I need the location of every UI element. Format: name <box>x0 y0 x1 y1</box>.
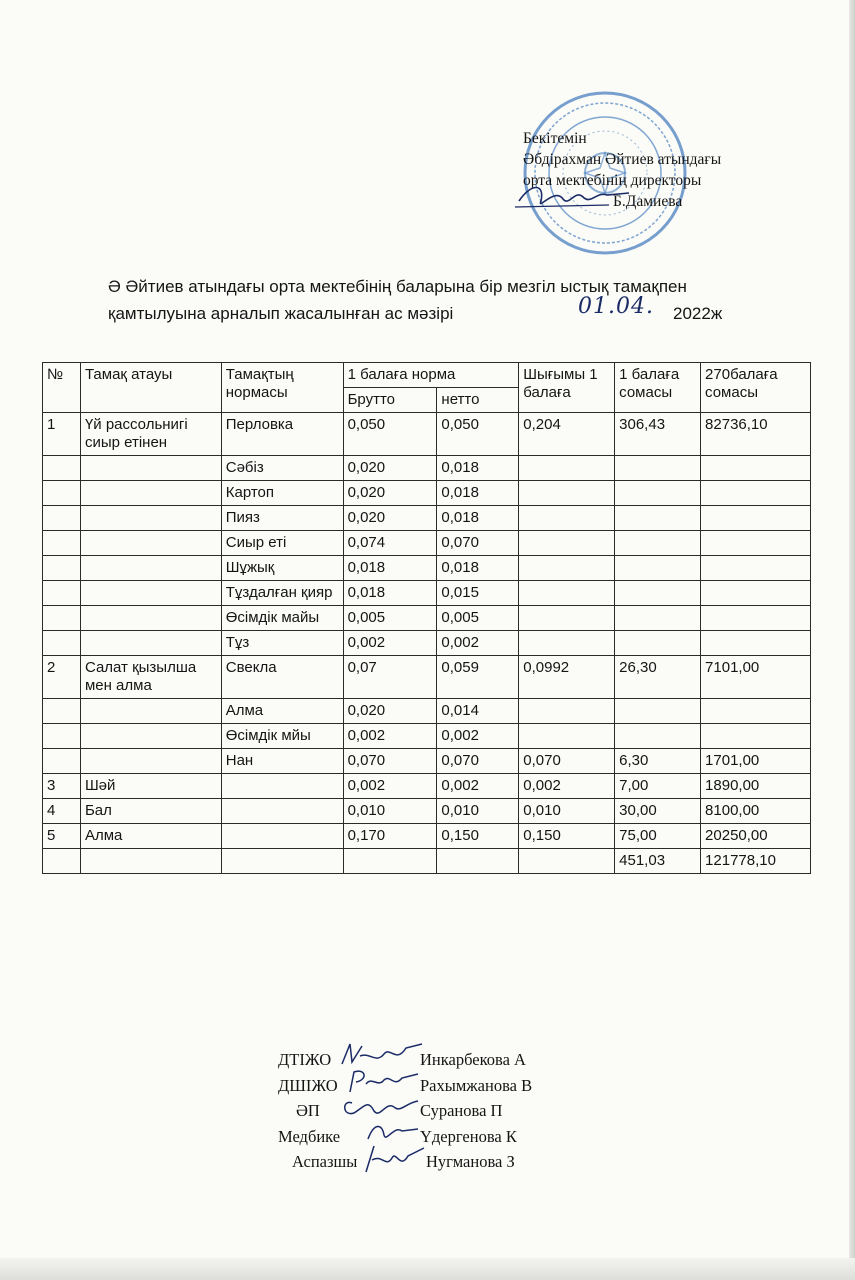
director-name: Б.Дамиева <box>613 193 683 210</box>
row-netto: 0,070 <box>437 749 519 774</box>
row-price <box>615 699 701 724</box>
row-total: 7101,00 <box>701 656 811 699</box>
header-per-child: 1 балаға норма <box>343 363 519 388</box>
row-num <box>43 631 81 656</box>
document-title <box>108 273 788 327</box>
row-brutto: 0,018 <box>343 581 437 606</box>
row-total <box>701 581 811 606</box>
row-netto: 0,010 <box>437 799 519 824</box>
row-price: 26,30 <box>615 656 701 699</box>
row-ingredient: Сәбіз <box>221 456 343 481</box>
row-brutto: 0,005 <box>343 606 437 631</box>
row-price: 30,00 <box>615 799 701 824</box>
row-dish <box>80 481 221 506</box>
table-row <box>43 606 811 631</box>
table-row <box>43 531 811 556</box>
row-dish <box>80 556 221 581</box>
row-brutto: 0,002 <box>343 774 437 799</box>
header-output: Шығымы 1 балаға <box>519 363 615 413</box>
row-total <box>701 531 811 556</box>
row-ingredient: Тұздалған қияр <box>221 581 343 606</box>
title-line-2 <box>108 294 788 327</box>
row-dish <box>80 606 221 631</box>
row-ingredient: Өсімдік майы <box>221 606 343 631</box>
row-ingredient: Өсімдік мйы <box>221 724 343 749</box>
row-output: 0,0992 <box>519 656 615 699</box>
row-output: 0,002 <box>519 774 615 799</box>
row-price: 6,30 <box>615 749 701 774</box>
row-netto: 0,002 <box>437 774 519 799</box>
row-output: 0,150 <box>519 824 615 849</box>
title-year: 2022ж <box>673 304 723 323</box>
row-price: 306,43 <box>615 413 701 456</box>
row-total <box>701 481 811 506</box>
row-brutto: 0,002 <box>343 724 437 749</box>
row-num: 4 <box>43 799 81 824</box>
row-total <box>701 699 811 724</box>
header-netto: нетто <box>437 388 519 413</box>
row-output <box>519 631 615 656</box>
row-netto: 0,150 <box>437 824 519 849</box>
handwritten-signature <box>360 1140 430 1178</box>
row-brutto: 0,018 <box>343 556 437 581</box>
row-netto: 0,018 <box>437 556 519 581</box>
row-ingredient: Сиыр еті <box>221 531 343 556</box>
row-dish <box>80 699 221 724</box>
approval-heading: Бекітемін <box>523 130 587 147</box>
row-brutto: 0,020 <box>343 456 437 481</box>
signature-name: Нугманова З <box>426 1152 515 1171</box>
row-price <box>615 581 701 606</box>
row-ingredient: Тұз <box>221 631 343 656</box>
row-netto: 0,002 <box>437 631 519 656</box>
row-total <box>701 724 811 749</box>
signature-role: ӘП <box>296 1101 320 1120</box>
header-brutto: Брутто <box>343 388 437 413</box>
table-row <box>43 699 811 724</box>
row-num: 3 <box>43 774 81 799</box>
row-num <box>43 531 81 556</box>
row-num <box>43 456 81 481</box>
row-ingredient: Пияз <box>221 506 343 531</box>
row-netto: 0,050 <box>437 413 519 456</box>
row-output <box>519 699 615 724</box>
director-sign-line <box>523 191 721 212</box>
row-total <box>701 556 811 581</box>
row-netto <box>437 849 519 874</box>
row-output <box>519 506 615 531</box>
row-ingredient <box>221 799 343 824</box>
table-row <box>43 413 811 456</box>
row-price: 75,00 <box>615 824 701 849</box>
row-ingredient: Алма <box>221 699 343 724</box>
table-row <box>43 799 811 824</box>
approval-block <box>523 128 721 212</box>
table-row <box>43 506 811 531</box>
row-price: 451,03 <box>615 849 701 874</box>
row-brutto: 0,050 <box>343 413 437 456</box>
row-price <box>615 506 701 531</box>
row-num <box>43 481 81 506</box>
row-output: 0,010 <box>519 799 615 824</box>
page-edge <box>849 0 855 1280</box>
row-price: 7,00 <box>615 774 701 799</box>
header-dish: Тамақ атауы <box>80 363 221 413</box>
row-brutto: 0,074 <box>343 531 437 556</box>
row-output <box>519 556 615 581</box>
row-output: 0,070 <box>519 749 615 774</box>
row-price <box>615 606 701 631</box>
table-row <box>43 456 811 481</box>
row-num: 5 <box>43 824 81 849</box>
row-brutto: 0,010 <box>343 799 437 824</box>
title-line-1: Ә Әйтиев атындағы орта мектебінің баларына бір мезгіл ыстық тамақпен <box>108 277 687 296</box>
row-ingredient: Шұжық <box>221 556 343 581</box>
row-netto: 0,018 <box>437 456 519 481</box>
row-ingredient <box>221 824 343 849</box>
table-row <box>43 749 811 774</box>
row-total: 121778,10 <box>701 849 811 874</box>
row-dish: Шәй <box>80 774 221 799</box>
row-dish <box>80 749 221 774</box>
approval-position: орта мектебінің директоры <box>523 172 702 189</box>
table-header-row <box>43 363 811 388</box>
row-total <box>701 506 811 531</box>
row-netto: 0,005 <box>437 606 519 631</box>
row-output: 0,204 <box>519 413 615 456</box>
row-price <box>615 531 701 556</box>
row-price <box>615 724 701 749</box>
row-ingredient <box>221 849 343 874</box>
row-brutto: 0,170 <box>343 824 437 849</box>
row-brutto: 0,07 <box>343 656 437 699</box>
row-total <box>701 456 811 481</box>
table-row <box>43 724 811 749</box>
handwritten-date: 01.04. <box>578 294 654 319</box>
row-ingredient: Картоп <box>221 481 343 506</box>
signature-name: Суранова П <box>420 1101 503 1120</box>
row-price <box>615 631 701 656</box>
table-row <box>43 774 811 799</box>
signature-name: Инкарбекова А <box>420 1050 526 1069</box>
row-num <box>43 581 81 606</box>
table-row <box>43 481 811 506</box>
row-total: 1701,00 <box>701 749 811 774</box>
header-total: 270балаға сомасы <box>701 363 811 413</box>
row-brutto: 0,070 <box>343 749 437 774</box>
row-brutto: 0,020 <box>343 481 437 506</box>
row-brutto: 0,020 <box>343 506 437 531</box>
row-output <box>519 456 615 481</box>
table-row <box>43 824 811 849</box>
row-netto: 0,014 <box>437 699 519 724</box>
row-ingredient: Свекла <box>221 656 343 699</box>
row-dish: Үй рассольнигі сиыр етінен <box>80 413 221 456</box>
row-dish: Бал <box>80 799 221 824</box>
row-num <box>43 606 81 631</box>
row-output <box>519 481 615 506</box>
title-line-2-text: қамтылуына арналып жасалынған ас мәзірі <box>108 304 454 323</box>
row-total: 82736,10 <box>701 413 811 456</box>
header-norm: Тамақтың нормасы <box>221 363 343 413</box>
row-num <box>43 556 81 581</box>
row-dish <box>80 631 221 656</box>
row-netto: 0,070 <box>437 531 519 556</box>
row-ingredient: Перловка <box>221 413 343 456</box>
row-dish <box>80 531 221 556</box>
table-row <box>43 581 811 606</box>
row-dish <box>80 724 221 749</box>
row-output <box>519 531 615 556</box>
row-netto: 0,059 <box>437 656 519 699</box>
row-total <box>701 631 811 656</box>
row-netto: 0,015 <box>437 581 519 606</box>
row-output <box>519 724 615 749</box>
row-output <box>519 581 615 606</box>
row-output <box>519 849 615 874</box>
row-price <box>615 481 701 506</box>
signature-role: Аспазшы <box>292 1152 358 1171</box>
menu-table <box>42 362 811 874</box>
table-row <box>43 631 811 656</box>
row-dish <box>80 581 221 606</box>
row-ingredient: Нан <box>221 749 343 774</box>
row-num: 2 <box>43 656 81 699</box>
row-brutto <box>343 849 437 874</box>
row-brutto: 0,020 <box>343 699 437 724</box>
row-num: 1 <box>43 413 81 456</box>
row-num <box>43 749 81 774</box>
row-output <box>519 606 615 631</box>
row-num <box>43 849 81 874</box>
header-price: 1 балаға сомасы <box>615 363 701 413</box>
table-row <box>43 656 811 699</box>
row-dish <box>80 456 221 481</box>
table-row <box>43 849 811 874</box>
row-netto: 0,002 <box>437 724 519 749</box>
row-netto: 0,018 <box>437 506 519 531</box>
row-num <box>43 506 81 531</box>
row-netto: 0,018 <box>437 481 519 506</box>
row-num <box>43 699 81 724</box>
row-dish: Алма <box>80 824 221 849</box>
signature-name: Рахымжанова В <box>420 1075 533 1095</box>
table-row <box>43 556 811 581</box>
row-total <box>701 606 811 631</box>
signature-role: Медбике <box>278 1126 341 1146</box>
row-dish <box>80 849 221 874</box>
approval-school: Әбдірахман Әйтиев атындағы <box>523 151 722 168</box>
header-num: № <box>43 363 81 413</box>
row-num <box>43 724 81 749</box>
row-ingredient <box>221 774 343 799</box>
row-total: 20250,00 <box>701 824 811 849</box>
row-price <box>615 556 701 581</box>
signature-role: ДТІЖО <box>278 1050 332 1069</box>
row-total: 1890,00 <box>701 774 811 799</box>
bottom-edge <box>0 1258 855 1280</box>
row-total: 8100,00 <box>701 799 811 824</box>
row-dish <box>80 506 221 531</box>
row-dish: Салат қызылша мен алма <box>80 656 221 699</box>
signature-name: Үдергенова К <box>420 1126 517 1146</box>
row-brutto: 0,002 <box>343 631 437 656</box>
signature-role: ДШІЖО <box>278 1075 338 1095</box>
row-price <box>615 456 701 481</box>
